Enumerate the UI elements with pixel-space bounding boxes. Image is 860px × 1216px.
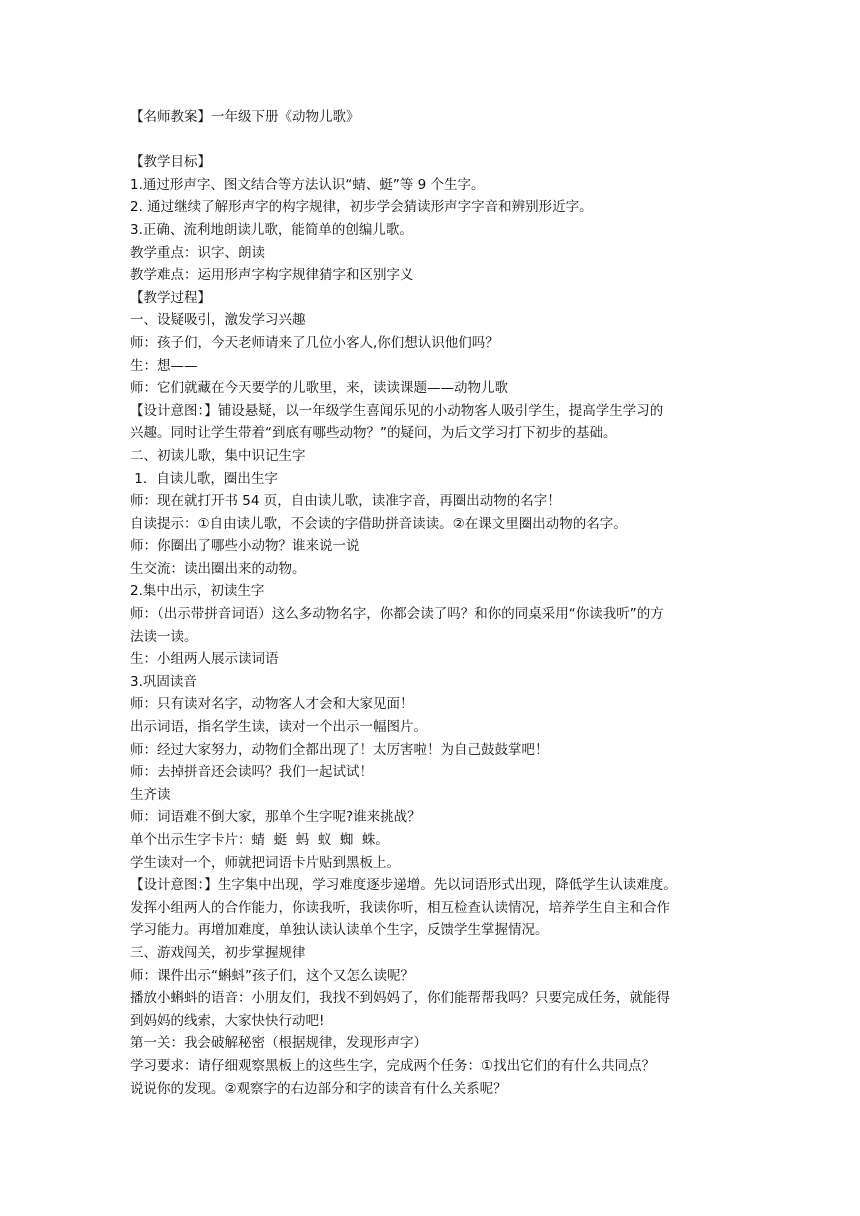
design-intent-line: 【设计意图：】生字集中出现，学习难度逐步递增。先以词语形式出现，降低学生认读难度。 — [130, 877, 677, 894]
text-line: 学习要求：请仔细观察黑板上的这些生字，完成两个任务：①找出它们的有什么共同点？ — [130, 1057, 656, 1074]
text-line: 师：经过大家努力，动物们全都出现了！太厉害啦！为自己鼓鼓掌吧！ — [130, 741, 549, 758]
design-intent-line: 【设计意图：】铺设悬疑，以一年级学生喜闻乐见的小动物客人吸引学生，提高学生学习的 — [130, 402, 664, 419]
text-line: 播放小蝌蚪的语音：小朋友们，我找不到妈妈了，你们能帮帮我吗？只要完成任务，就能得 — [130, 990, 670, 1007]
text-line: 师：它们就藏在今天要学的儿歌里，来，读读课题——动物儿歌 — [130, 380, 508, 397]
design-intent-line: 兴趣。同时让学生带着“到底有哪些动物？”的疑问，为后文学习打下初步的基础。 — [130, 425, 617, 442]
section-heading-process: 【教学过程】 — [130, 289, 211, 306]
step-heading-3: 三、游戏闯关，初步掌握规律 — [130, 944, 306, 961]
key-point-line: 教学重点：识字、朗读 — [130, 244, 265, 261]
step-heading-1: 一、设疑吸引，激发学习兴趣 — [130, 312, 306, 329]
text-line: 说说你的发现。②观察字的右边部分和字的读音有什么关系呢？ — [130, 1080, 507, 1097]
text-line: 学生读对一个，师就把词语卡片贴到黑板上。 — [130, 854, 400, 871]
sub-heading: 1．自读儿歌，圈出生字 — [130, 470, 278, 487]
text-line: 单个出示生字卡片：蜻 蜓 蚂 蚁 蜘 蛛。 — [130, 832, 389, 848]
text-line: 师：去掉拼音还会读吗？我们一起试试！ — [130, 764, 373, 781]
document-page — [130, 106, 736, 1100]
difficulty-line: 教学难点：运用形声字构字规律猜字和区别字义 — [130, 267, 414, 284]
text-line: 师：（出示带拼音词语）这么多动物名字，你都会读了吗？和你的同桌采用“你读我听”的方 — [130, 606, 664, 623]
text-line: 到妈妈的线索，大家快快行动吧! — [130, 1012, 325, 1029]
doc-title: 【名师教案】一年级下册《动物儿歌》 — [130, 109, 360, 125]
text-line: 出示词语，指名学生读，读对一个出示一幅图片。 — [130, 719, 427, 736]
text-line: 师：词语难不倒大家，那单个生字呢?谁来挑战？ — [130, 809, 421, 826]
blank-line — [130, 129, 736, 152]
text-line: 第一关：我会破解秘密（根据规律，发现形声字） — [130, 1035, 427, 1052]
text-line: 师：孩子们，今天老师请来了几位小客人,你们想认识他们吗？ — [130, 334, 499, 351]
step-heading-2: 二、初读儿歌，集中识记生字 — [130, 447, 306, 464]
design-intent-line: 学习能力。再增加难度，单独认读认读单个生字，反馈学生掌握情况。 — [130, 922, 549, 939]
text-line: 自读提示：①自由读儿歌，不会读的字借助拼音读读。②在课文里圈出动物的名字。 — [130, 515, 627, 532]
goal-line-2: 2. 通过继续了解形声字的构字规律，初步学会猜读形声字字音和辨别形近字。 — [130, 199, 593, 216]
text-line: 生交流：读出圈出来的动物。 — [130, 560, 306, 577]
goal-line-1: 1.通过形声字、图文结合等方法认识“蜻、蜓”等 9 个生字。 — [130, 176, 485, 193]
text-line: 师：你圈出了哪些小动物？谁来说一说 — [130, 538, 360, 555]
text-line: 生：想—— — [130, 357, 198, 374]
section-heading-goals: 【教学目标】 — [130, 154, 211, 171]
text-line: 师：现在就打开书 54 页，自由读儿歌，读准字音，再圈出动物的名字！ — [130, 493, 561, 510]
text-line: 生齐读 — [130, 786, 171, 803]
design-intent-line: 发挥小组两人的合作能力，你读我听，我读你听，相互检查认读情况，培养学生自主和合作 — [130, 899, 670, 916]
text-line: 师：课件出示“蝌蚪”孩子们，这个又怎么读呢？ — [130, 967, 414, 984]
text-line: 法读一读。 — [130, 628, 198, 645]
text-line: 师：只有读对名字，动物客人才会和大家见面！ — [130, 696, 414, 713]
goal-line-3: 3.正确、流利地朗读儿歌，能简单的创编儿歌。 — [130, 221, 413, 238]
sub-heading: 2.集中出示，初读生字 — [130, 583, 265, 600]
sub-heading: 3.巩固读音 — [130, 673, 197, 690]
text-line: 生：小组两人展示读词语 — [130, 651, 279, 668]
